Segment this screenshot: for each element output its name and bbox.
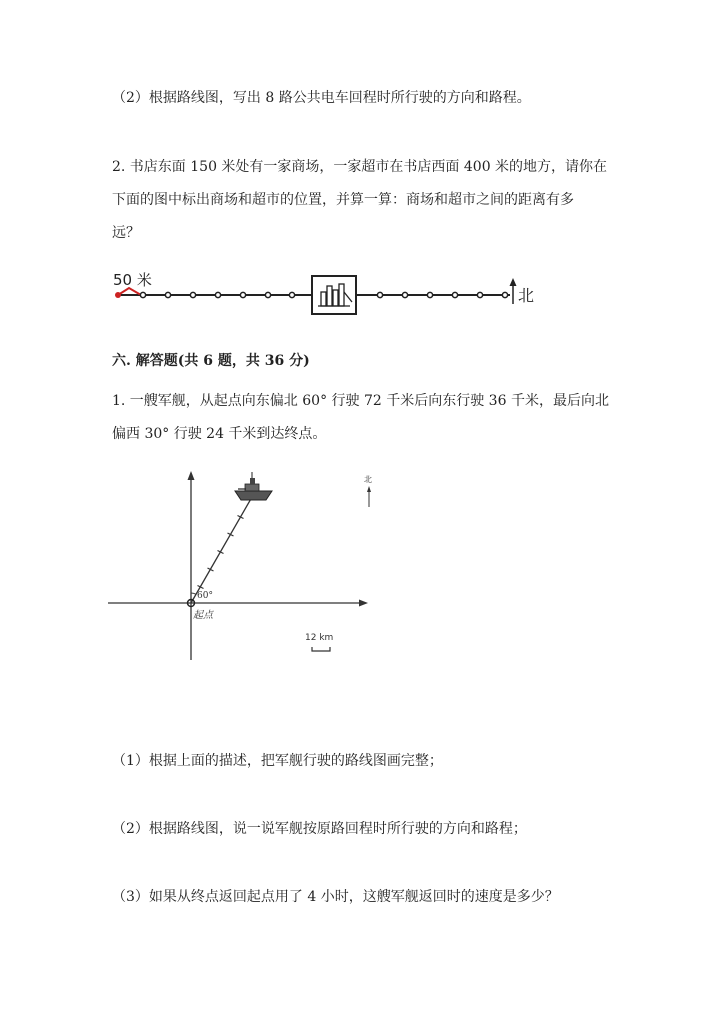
q6-1-part1: （1）根据上面的描述，把军舰行驶的路线图画完整； [112, 753, 443, 769]
scale-bar [312, 647, 330, 651]
warship-route-figure [0, 465, 720, 665]
angle-arc [191, 593, 196, 594]
east-axis-arrowhead [359, 600, 368, 607]
north-indicator-label: 北 [364, 475, 372, 484]
north-label: 北 [518, 286, 535, 305]
section6-title: 六. 解答题(共 6 题，共 36 分) [112, 353, 310, 369]
q2-number-line-diagram [0, 262, 720, 322]
q6-1-part3: （3）如果从终点返回起点用了 4 小时，这艘军舰返回时的速度是多少？ [112, 889, 559, 905]
scale-segment-mark [118, 288, 141, 295]
start-label: 起点 [193, 610, 213, 621]
q6-1-part2: （2）根据路线图，说一说军舰按原路回程时所行驶的方向和路程； [112, 821, 527, 837]
route-scale-ticks [198, 516, 244, 589]
q2-line3: 远？ [112, 225, 140, 241]
prev-question-part2: （2）根据路线图，写出 8 路公共电车回程时所行驶的方向和路程。 [112, 90, 531, 106]
scale-label: 50 米 [113, 271, 152, 289]
warship-icon [235, 472, 272, 500]
north-axis-arrowhead [188, 471, 195, 480]
q6-1-line2: 偏西 30° 行驶 24 千米到达终点。 [112, 426, 327, 442]
angle-label: 60° [197, 591, 213, 601]
q2-line1: 2. 书店东面 150 米处有一家商场，一家超市在书店西面 400 米的地方，请你在 [112, 159, 608, 175]
north-indicator-icon [367, 486, 371, 507]
scale-bar-label: 12 km [305, 633, 334, 643]
q6-1-line1: 1. 一艘军舰，从起点向东偏北 60° 行驶 72 千米后向东行驶 36 千米，最后向北 [112, 393, 609, 409]
q2-line2: 下面的图中标出商场和超市的位置，并算一算：商场和超市之间的距离有多 [112, 192, 574, 208]
bookstore-icon [312, 276, 356, 314]
north-arrow-icon [510, 278, 517, 304]
